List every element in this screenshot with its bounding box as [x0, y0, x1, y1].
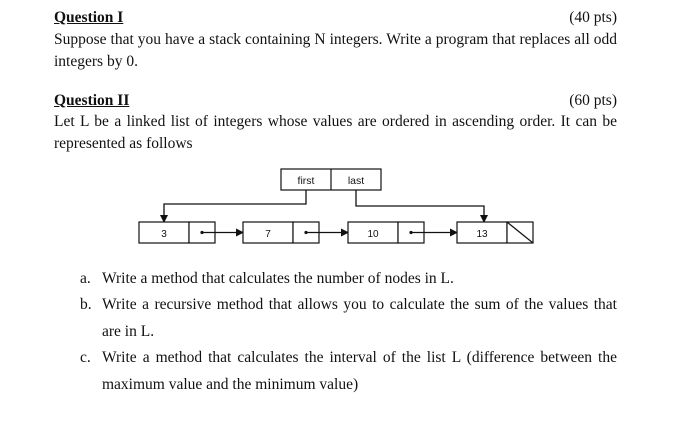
node-value: 10 [367, 229, 379, 240]
task-item-c [80, 344, 617, 398]
question2-title: Question II [54, 92, 130, 109]
list-header [281, 169, 381, 190]
node-value: 13 [476, 229, 488, 240]
node-value: 3 [161, 229, 167, 240]
task-item-b [80, 291, 617, 345]
task-marker: b. [80, 296, 92, 313]
question1-title: Question I [54, 9, 124, 26]
question1-points: (40 pts) [569, 9, 617, 26]
task-item-a [80, 265, 617, 292]
task-marker: a. [80, 270, 91, 287]
first-pointer-arrow [164, 190, 306, 222]
node-value: 7 [265, 229, 271, 240]
question1-text: Suppose that you have a stack containing N integers. Write a program that replaces all odd integers by 0. [54, 31, 617, 70]
question2-points: (60 pts) [569, 92, 617, 109]
last-label: last [347, 175, 365, 187]
question2-text: Let L be a linked list of integers whose values are ordered in ascending order. It can be represented as follows [54, 113, 617, 152]
last-pointer-arrow [356, 190, 484, 222]
task-marker: c. [80, 349, 91, 366]
task-text: Write a method that calculates the interval of the list L (difference between the maximum value and the minimum value) [102, 349, 617, 393]
task-text: Write a method that calculates the number of nodes in L. [102, 270, 454, 287]
list-node [457, 222, 533, 243]
first-label: first [297, 175, 315, 187]
task-text: Write a recursive method that allows you to calculate the sum of the values that are in L. [102, 296, 617, 340]
